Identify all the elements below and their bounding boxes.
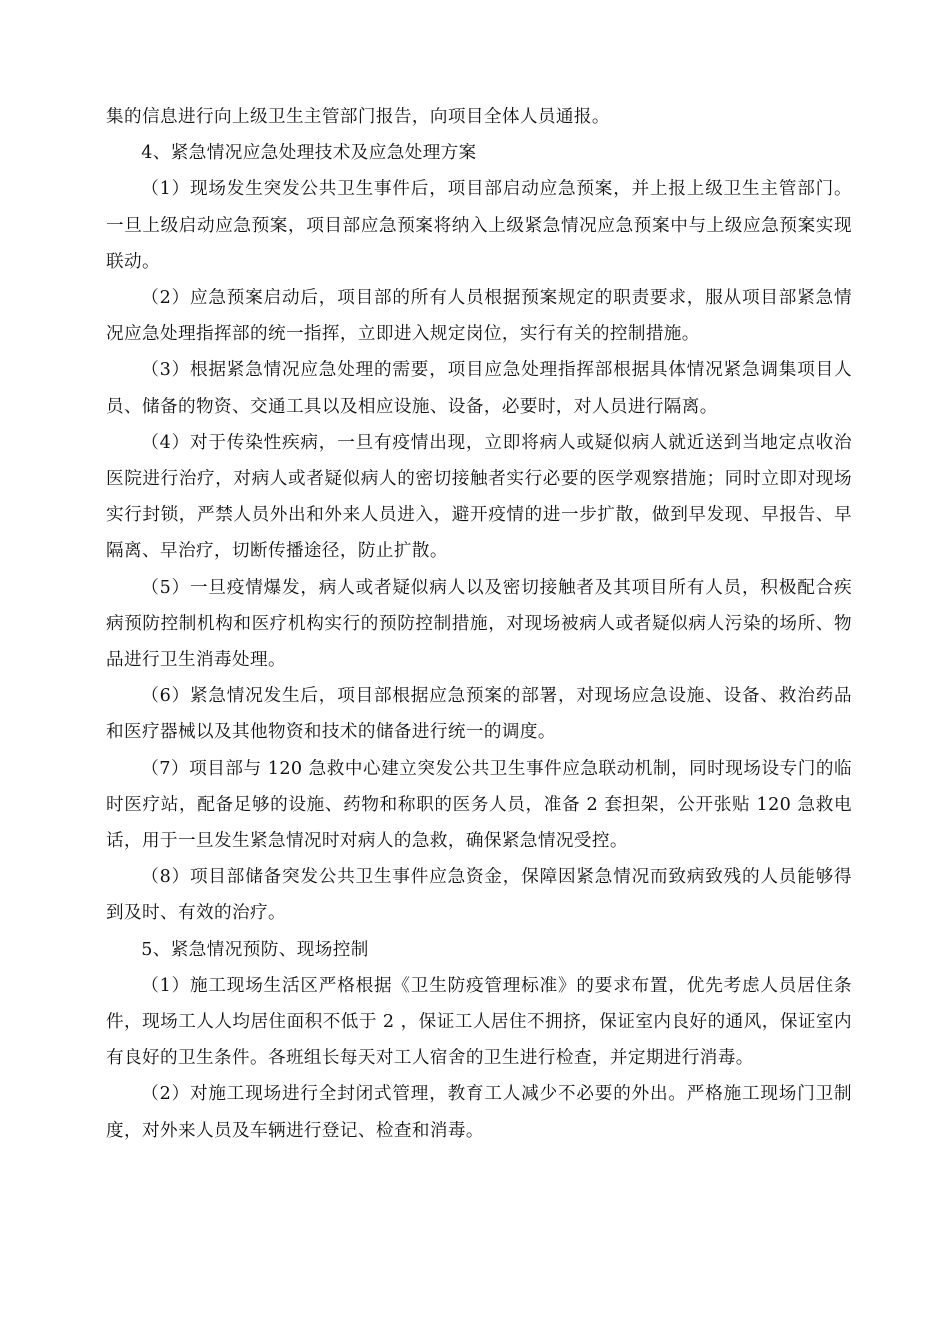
paragraph-item-3: （3）根据紧急情况应急处理的需要，项目应急处理指挥部根据具体情况紧急调集项目人员、储备的物资、交通工具以及相应设施、设备，必要时，对人员进行隔离。 xyxy=(106,360,852,417)
section-heading-4: 4、紧急情况应急处理技术及应急处理方案 xyxy=(141,143,477,164)
paragraph-item-4: （4）对于传染性疾病，一旦有疫情出现，立即将病人或疑似病人就近送到当地定点收治医院进行治疗，对病人或者疑似病人的密切接触者实行必要的医学观察措施；同时立即对现场实行封锁，严禁人员外出和外来人员进入，避开疫情的进一步扩散，做到早发现、早报告、早隔离、早治疗，切断传播途径，防止扩散。 xyxy=(106,432,852,562)
paragraph-item-7: （7）项目部与 120 急救中心建立突发公共卫生事件应急联动机制，同时现场设专门的临时医疗站，配备足够的设施、药物和称职的医务人员，准备 2 套担架，公开张贴 120 急救电话，用于一旦发生紧急情况时对病人的急救，确保紧急情况受控。 xyxy=(106,758,852,852)
paragraph-item-1: （1）现场发生突发公共卫生事件后，项目部启动应急预案，并上报上级卫生主管部门。一旦上级启动应急预案，项目部应急预案将纳入上级紧急情况应急预案中与上级应急预案实现联动。 xyxy=(106,179,852,272)
paragraph-item-2: （2）应急预案启动后，项目部的所有人员根据预案规定的职责要求，服从项目部紧急情况应急处理指挥部的统一指挥，立即进入规定岗位，实行有关的控制措施。 xyxy=(106,288,852,345)
paragraph-continuation: 集的信息进行向上级卫生主管部门报告，向项目全体人员通报。 xyxy=(106,107,610,127)
paragraph-item-5-2: （2）对施工现场进行全封闭式管理，教育工人减少不必要的外出。严格施工现场门卫制度，对外来人员及车辆进行登记、检查和消毒。 xyxy=(106,1084,852,1141)
section-heading-5: 5、紧急情况预防、现场控制 xyxy=(141,939,369,960)
paragraph-item-8: （8）项目部储备突发公共卫生事件应急资金，保障因紧急情况而致病致残的人员能够得到及时、有效的治疗。 xyxy=(106,867,852,924)
paragraph-item-5-1: （1）施工现场生活区严格根据《卫生防疫管理标准》的要求布置，优先考虑人员居住条件，现场工人人均居住面积不低于 2 ，保证工人居住不拥挤，保证室内良好的通风，保证室内有良好的卫生条件。各班组长每天对工人宿舍的卫生进行检查，并定期进行消毒。 xyxy=(106,975,852,1069)
paragraph-item-6: （6）紧急情况发生后，项目部根据应急预案的部署，对现场应急设施、设备、救治药品和医疗器械以及其他物资和技术的储备进行统一的调度。 xyxy=(106,686,852,743)
paragraph-item-5: （5）一旦疫情爆发，病人或者疑似病人以及密切接触者及其项目所有人员，积极配合疾病预防控制机构和医疗机构实行的预防控制措施，对现场被病人或者疑似病人污染的场所、物品进行卫生消毒处理。 xyxy=(106,577,852,671)
document-body xyxy=(106,99,852,1149)
